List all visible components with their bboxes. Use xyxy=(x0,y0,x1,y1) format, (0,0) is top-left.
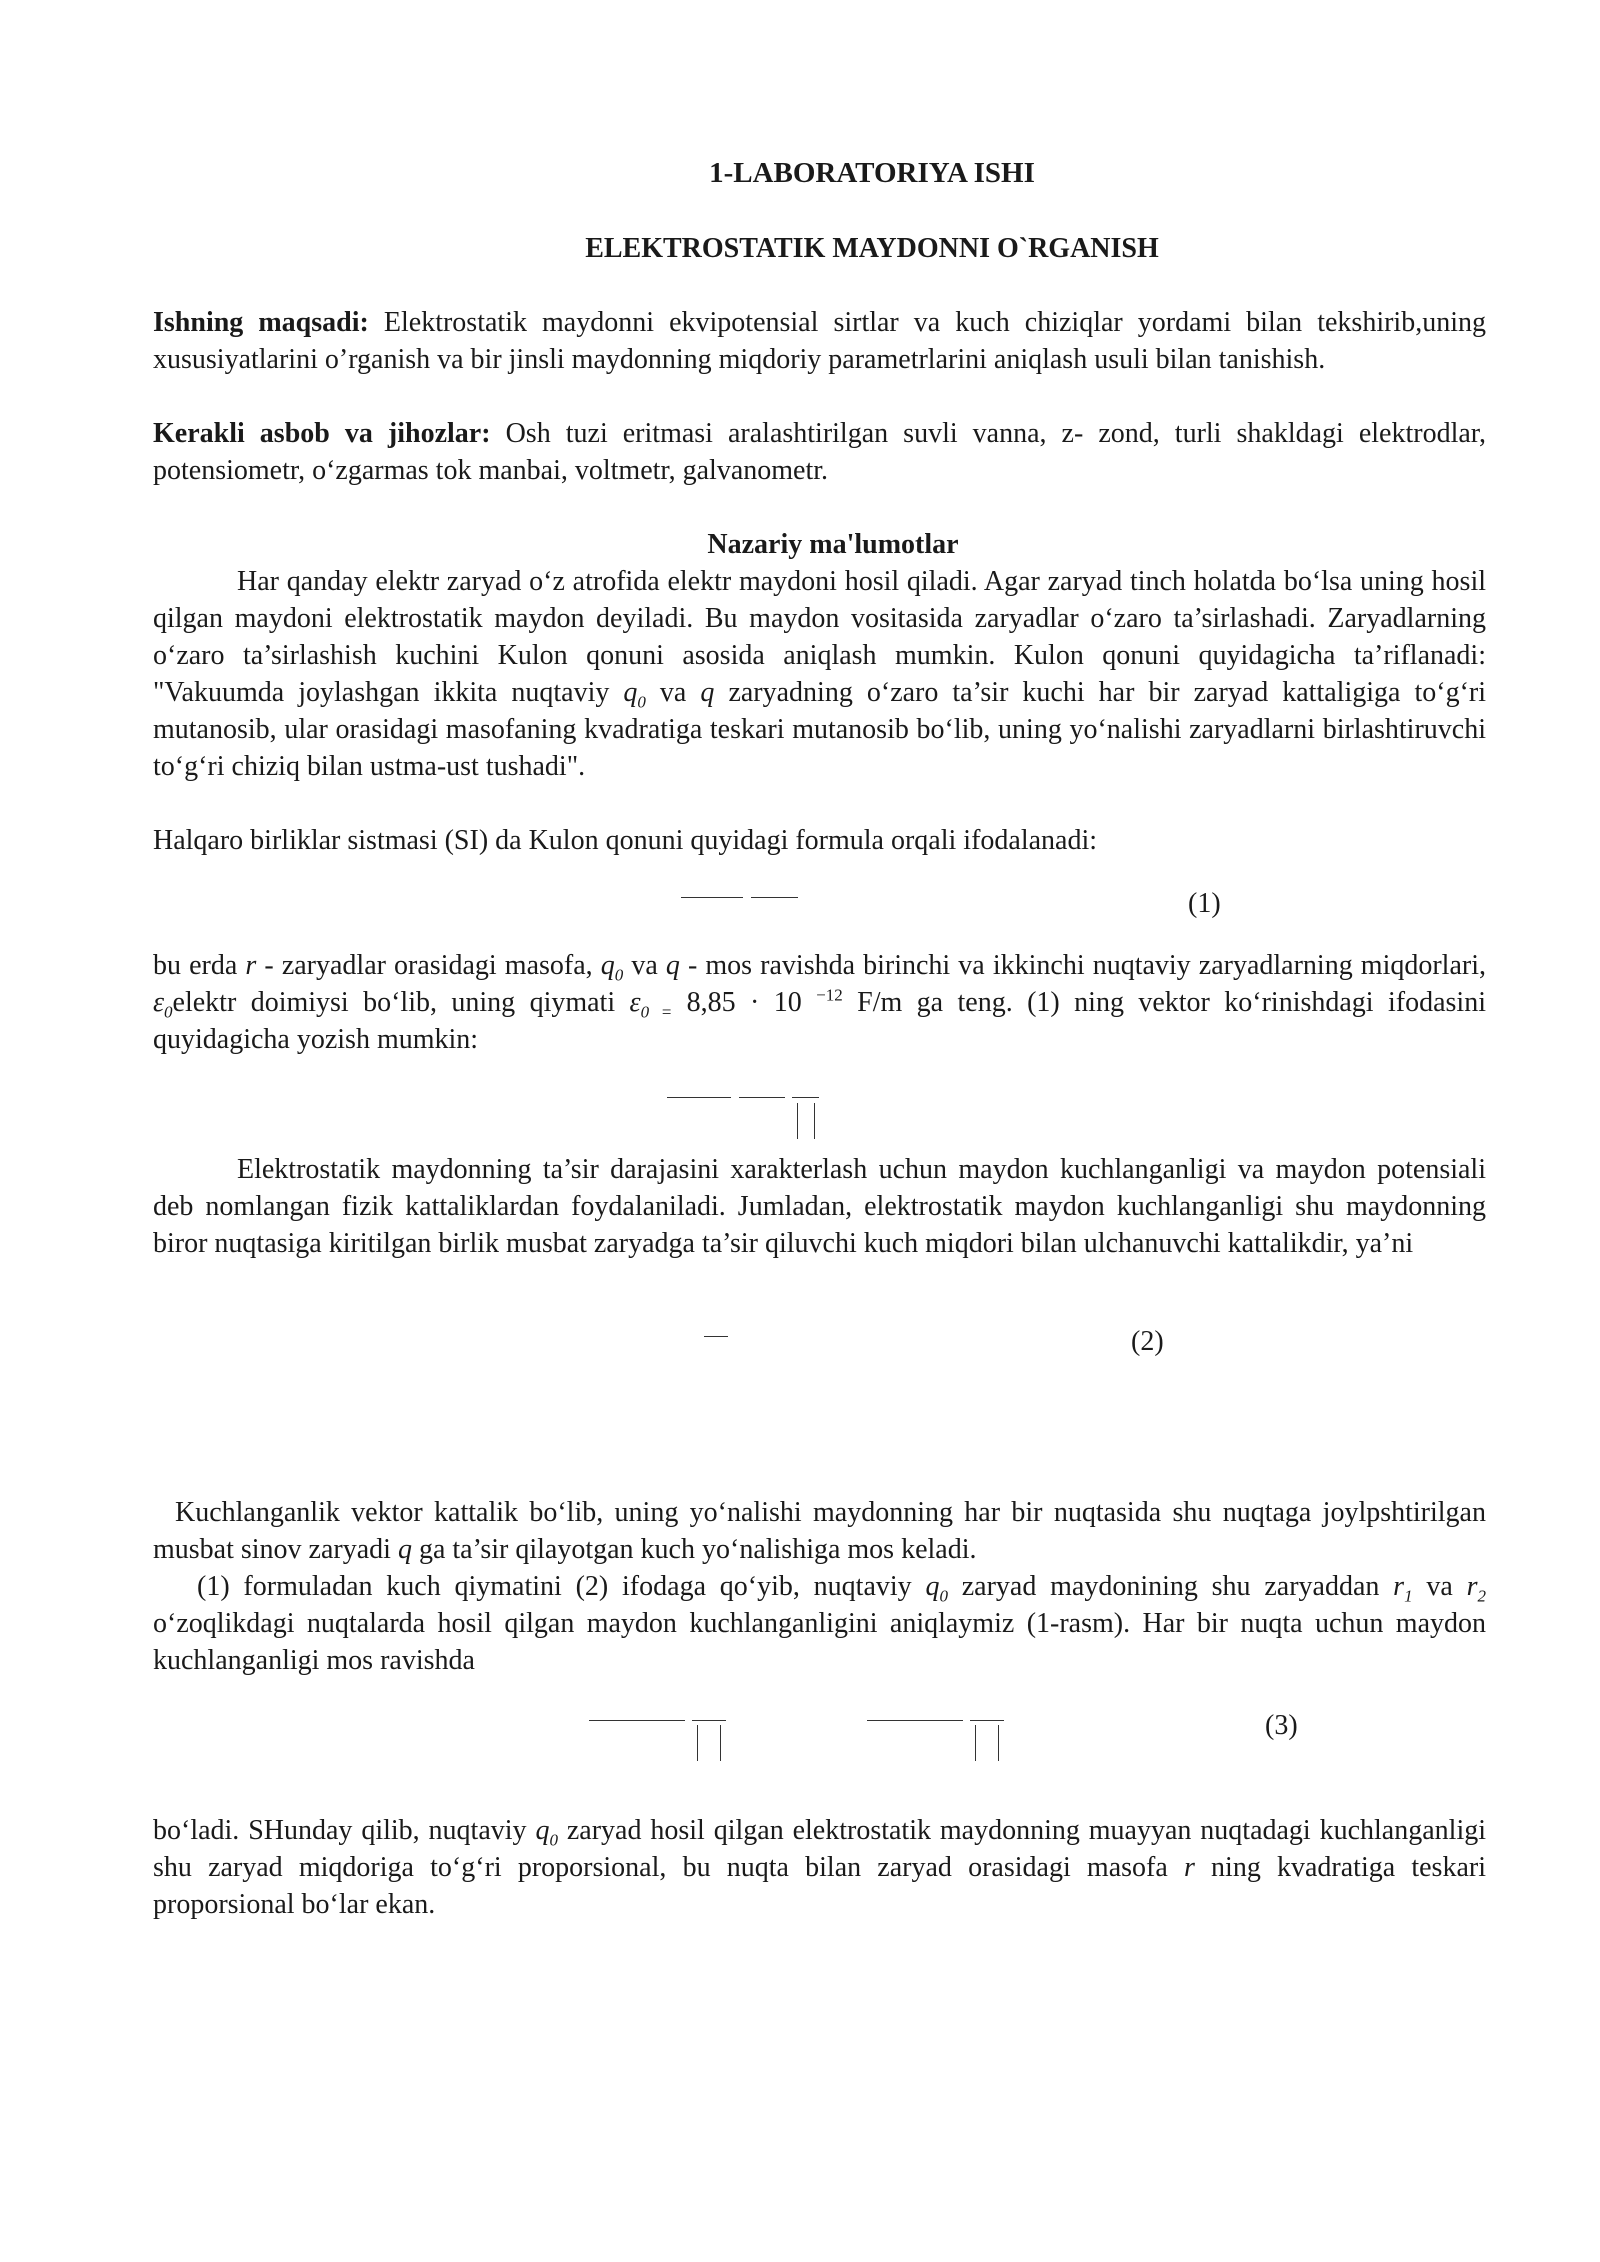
symbol-epsilon0-value: $\varepsilon_{0 =}$ xyxy=(629,987,673,1022)
goal-text: Elektrostatik maydonni ekvipotensial sirtlar va kuch chiziqlar yordami bilan tekshirib,uning xususiyatlarini o’rganish va bir jinsli maydonning miqdoriy parametrlarini aniqlash usuli bilan tanishish. xyxy=(153,307,1486,375)
equation-number-3: (3) xyxy=(1265,1710,1298,1741)
symbol-epsilon0: $\varepsilon_0$ xyxy=(153,987,173,1022)
eq-vector-abs-bar-left xyxy=(797,1103,798,1139)
symbol-r1: $r_1$ xyxy=(1393,1571,1413,1606)
eq2-fraction-line xyxy=(704,1336,728,1337)
equipment-text: Osh tuzi eritmasi aralashtirilgan suvli vanna, z- zond, turli shakldagi elektrodlar, potensiometr, o‘zgarmas tok manbai, voltmetr, galvanometr. xyxy=(153,418,1486,486)
document-title: 1-LABORATORIYA ISHI xyxy=(709,157,1035,189)
equipment-label: Kerakli asbob va jihozlar: xyxy=(153,418,491,449)
eq3b-abs-bar-left xyxy=(975,1725,976,1761)
symbol-q0-d: $q_0$ xyxy=(535,1815,558,1850)
exponent: −12 xyxy=(816,985,843,1005)
theory-heading: Nazariy ma'lumotlar xyxy=(707,529,959,560)
symbol-r2: $r_2$ xyxy=(1466,1571,1486,1606)
eq-vector-abs-bar-right xyxy=(814,1103,815,1139)
eq3a-abs-bar-right xyxy=(720,1725,721,1761)
p1-text: Har qanday elektr zaryad o‘z atrofida elektr maydoni hosil qiladi. Agar zaryad tinch holatda bo‘lsa uning hosil qilgan maydoni elektrostatik maydon deyiladi. Bu maydon vositasida zaryadlar o‘zaro ta’sirlashadi. Zaryadlarning o‘zaro ta’sirlashish kuchini Kulon qonuni asosida aniqlash mumkin. Kulon qonuni quyidagicha ta’riflanadi: "Vakuumda joylashgan ikkita nuqtaviy xyxy=(153,566,1486,708)
symbol-q-c: q xyxy=(397,1534,412,1565)
theory-paragraph-1 xyxy=(153,563,1486,785)
goal-label: Ishning maqsadi: xyxy=(153,307,369,338)
theory-paragraph-7: bo‘ladi. SHunday qilib, nuqtaviy $q_0$ zaryad hosil qilgan elektrostatik maydonning muayyan nuqtadagi kuchlanganligi shu zaryad miqdoriga to‘g‘ri proporsional, bu nuqta bilan zaryad orasidagi masofa r ning kvadratiga teskari proporsional bo‘lar ekan. xyxy=(153,1815,1487,1920)
document-subtitle: ELEKTROSTATIK MAYDONNI O`RGANISH xyxy=(585,233,1159,264)
equation-number-1: (1) xyxy=(1188,888,1221,919)
equipment-paragraph xyxy=(153,415,1486,489)
eq3b-abs-bar-right xyxy=(998,1725,999,1761)
equation-number-2: (2) xyxy=(1131,1326,1164,1357)
symbol-q: q xyxy=(700,677,715,708)
eq-vector-fraction-line-2 xyxy=(739,1097,785,1098)
p1-end: zaryadning o‘zaro ta’sir kuchi har bir zaryad kattaligiga to‘g‘ri mutanosib, ular orasidagi masofaning kvadratiga teskari mutanosib bo‘lib, uning yo‘nalishi zaryadlarni birlashtiruvchi to‘g‘ri chiziq bilan ustma-ust tushadi". xyxy=(153,677,1486,782)
theory-paragraph-3: bu erda r - zaryadlar orasidagi masofa, $q_0$ va q - mos ravishda birinchi va ikkinchi nuqtaviy zaryadlarning miqdorlari, $\varepsilon_0elektr$ doimiysi bo‘lib, uning qiymati $\varepsilon_{0 =}$ 8,85 · 10 $^{-12}$ F/m ga teng. (1) ning vektor ko‘rinishdagi ifodasini quyidagicha yozish mumkin: xyxy=(153,950,1486,1055)
eq3a-abs-bar-left xyxy=(697,1725,698,1761)
theory-paragraph-6: (1) formuladan kuch qiymatini (2) ifodaga qo‘yib, nuqtaviy $q_0$ zaryad maydonining shu zaryaddan $r_1$ va $r_2$ o‘zoqlikdagi nuqtalarda hosil qilgan maydon kuchlanganligini aniqlaymiz (1-rasm). Har bir nuqta uchun maydon kuchlanganligi mos ravishda xyxy=(153,1571,1486,1676)
eq3a-fraction-line-1 xyxy=(589,1720,685,1721)
symbol-r: r xyxy=(245,950,257,981)
eq-vector-fraction-line-3 xyxy=(792,1097,819,1098)
p1-mid: va xyxy=(645,677,701,708)
symbol-q0-c: $q_0$ xyxy=(925,1571,948,1606)
eq3a-fraction-line-2 xyxy=(692,1720,726,1721)
symbol-r-d: r xyxy=(1183,1852,1195,1883)
symbol-q0: $q_0$ xyxy=(623,677,646,712)
eq1-fraction-line-1 xyxy=(681,897,743,898)
symbol-q0-b: $q_0$ xyxy=(600,950,624,985)
goal-paragraph xyxy=(153,304,1486,378)
eq3b-fraction-line-1 xyxy=(867,1720,963,1721)
symbol-q-b: q xyxy=(665,950,680,981)
eq1-fraction-line-2 xyxy=(751,897,798,898)
eq3b-fraction-line-2 xyxy=(970,1720,1004,1721)
theory-paragraph-2: Halqaro birliklar sistmasi (SI) da Kulon qonuni quyidagi formula orqali ifodalanadi: xyxy=(153,825,1098,856)
theory-paragraph-5: Kuchlanganlik vektor kattalik bo‘lib, uning yo‘nalishi maydonning har bir nuqtasida shu nuqtaga joylpshtirilgan musbat sinov zaryadi q ga ta’sir qilayotgan kuch yo‘nalishiga mos keladi. xyxy=(153,1497,1486,1565)
eq-vector-fraction-line-1 xyxy=(667,1097,731,1098)
theory-paragraph-4: Elektrostatik maydonning ta’sir darajasini xarakterlash uchun maydon kuchlanganligi va maydon potensiali deb nomlangan fizik kattaliklardan foydalaniladi. Jumladan, elektrostatik maydon kuchlanganligi shu maydonning biror nuqtasiga kiritilgan birlik musbat zaryadga ta’sir qiluvchi kuch miqdori bilan ulchanuvchi kattalikdir, ya’ni xyxy=(153,1154,1486,1259)
